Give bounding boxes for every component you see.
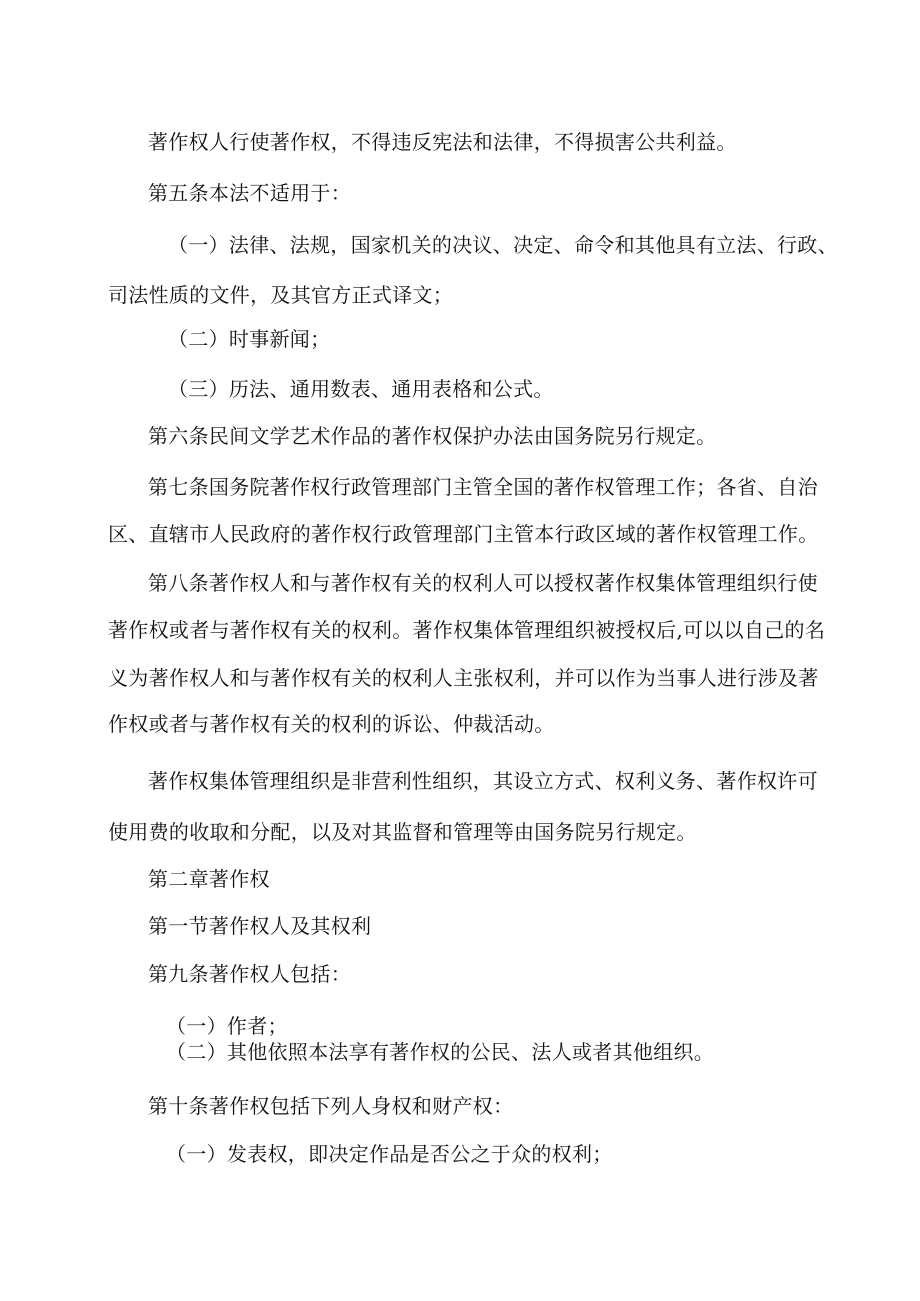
paragraph-line: 第七条国务院著作权行政管理部门主管全国的著作权管理工作；各省、自治 — [148, 475, 818, 499]
paragraph-line: 第五条本法不适用于： — [148, 181, 351, 205]
paragraph-line: 著作权人行使著作权，不得违反宪法和法律，不得损害公共利益。 — [148, 130, 737, 154]
list-item-line: （二）其他依照本法享有著作权的公民、法人或者其他组织。 — [166, 1040, 715, 1064]
paragraph-line: 司法性质的文件，及其官方正式译文； — [108, 283, 454, 307]
paragraph-line: 著作权集体管理组织是非营利性组织，其设立方式、权利义务、著作权许可 — [148, 769, 818, 793]
paragraph-line: 第六条民间文学艺术作品的著作权保护办法由国务院另行规定。 — [148, 424, 717, 448]
list-item-line: （三）历法、通用数表、通用表格和公式。 — [168, 377, 554, 401]
paragraph-line: 使用费的收取和分配，以及对其监督和管理等由国务院另行规定。 — [108, 820, 697, 844]
paragraph-line: 区、直辖市人民政府的著作权行政管理部门主管本行政区域的著作权管理工作。 — [108, 522, 819, 546]
paragraph-line: 第九条著作权人包括： — [148, 962, 351, 986]
paragraph-line: 义为著作权人和与著作权有关的权利人主张权利，并可以作为当事人进行涉及著 — [108, 666, 819, 690]
paragraph-line: 第十条著作权包括下列人身权和财产权： — [148, 1094, 514, 1118]
list-item-line: （一）法律、法规，国家机关的决议、决定、命令和其他具有立法、行政、 — [168, 233, 838, 257]
paragraph-line: 第八条著作权人和与著作权有关的权利人可以授权著作权集体管理组织行使 — [148, 571, 818, 595]
paragraph-line: 作权或者与著作权有关的权利的诉讼、仲裁活动。 — [108, 712, 555, 736]
section-heading: 第一节著作权人及其权利 — [148, 914, 372, 938]
paragraph-line: 著作权或者与著作权有关的权利。著作权集体管理组织被授权后,可以以自己的名 — [108, 618, 826, 642]
list-item-line: （一）作者； — [166, 1014, 288, 1038]
list-item-line: （二）时事新闻； — [168, 327, 331, 351]
chapter-heading: 第二章著作权 — [148, 867, 270, 891]
list-item-line: （一）发表权，即决定作品是否公之于众的权利； — [166, 1142, 613, 1166]
